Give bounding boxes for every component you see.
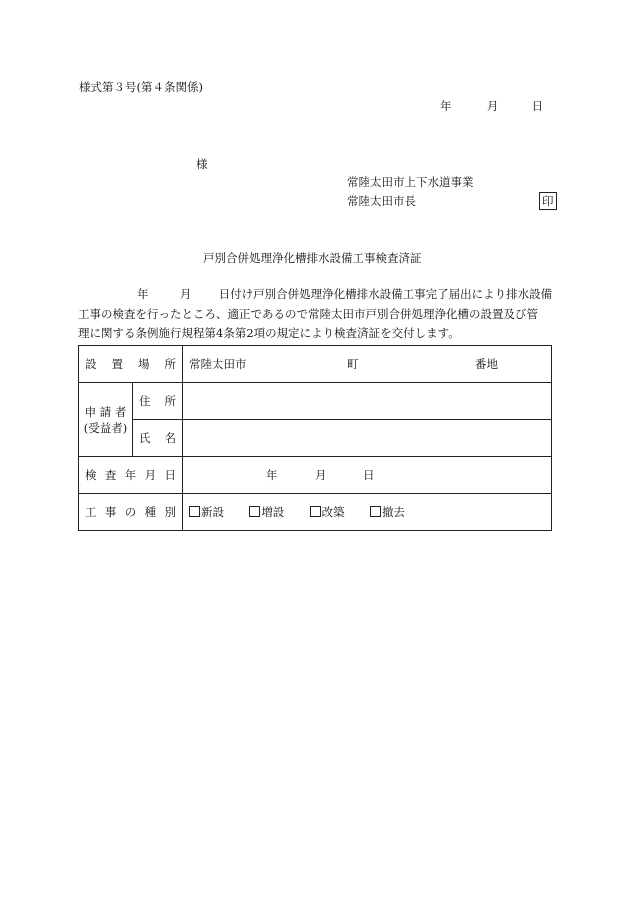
work-type-options [183, 494, 552, 531]
label-char: 所 [164, 394, 176, 408]
checkbox-new[interactable] [189, 506, 200, 517]
issuer-org: 常陸太田市上下水道事業 [347, 175, 474, 189]
date-day: 日 [531, 99, 544, 113]
row-applicant-name [79, 420, 552, 457]
applicant-label-line1: 申 請 者 [84, 404, 127, 419]
option-remove[interactable] [370, 505, 405, 519]
issuer-title: 常陸太田市長 [347, 194, 416, 208]
label-char: 別 [164, 505, 176, 519]
body-year: 年 [137, 287, 149, 301]
option-rebuild[interactable] [310, 505, 345, 519]
address-field[interactable] [183, 383, 552, 420]
checkbox-rebuild[interactable] [310, 506, 321, 517]
date-year: 年 [440, 99, 452, 113]
row-work-type [79, 494, 552, 531]
label-char: 年 [124, 468, 137, 482]
inspection-table [78, 345, 552, 531]
row-inspection-date [79, 457, 552, 494]
location-label [79, 346, 183, 383]
name-label [133, 420, 183, 457]
body-line-3: 理に関する条例施行規程第4条第2項の規定により検査済証を交付します。 [78, 326, 460, 340]
label-char: 置 [111, 357, 123, 371]
inspection-year: 年 [266, 468, 278, 482]
body-line-1 [137, 286, 552, 302]
body-line-2: 工事の検査を行ったところ、適正であるので常陸太田市戸別合併処理浄化槽の設置及び管 [78, 307, 538, 321]
option-expand[interactable] [249, 505, 284, 519]
option-rebuild-label: 改築 [321, 505, 345, 519]
option-new-label: 新設 [201, 505, 224, 519]
body-line-1-rest: 日付け戸別合併処理浄化槽排水設備工事完了届出により排水設備 [218, 287, 553, 301]
seal-mark: 印 [539, 192, 557, 210]
label-char: の [124, 505, 137, 519]
date-line [440, 98, 543, 114]
label-char: 名 [164, 431, 176, 445]
location-value[interactable] [183, 346, 552, 383]
inspection-date-field[interactable] [183, 457, 552, 494]
label-char: 査 [104, 468, 117, 482]
label-char: 所 [164, 357, 176, 371]
location-town: 町 [347, 357, 359, 371]
label-char: 工 [85, 505, 97, 519]
body-month: 月 [179, 287, 192, 301]
applicant-label-line2: (受益者) [83, 420, 128, 435]
form-number: 様式第３号(第４条関係) [79, 80, 203, 94]
label-char: 検 [85, 468, 97, 482]
checkbox-expand[interactable] [249, 506, 260, 517]
label-char: 場 [138, 357, 150, 371]
label-char: 氏 [139, 431, 151, 445]
row-applicant-address [79, 383, 552, 420]
recipient-suffix: 様 [196, 157, 208, 171]
applicant-label [79, 383, 133, 457]
inspection-month: 月 [315, 468, 327, 482]
label-char: 日 [164, 468, 176, 482]
name-field[interactable] [183, 420, 552, 457]
label-char: 月 [144, 468, 157, 482]
work-type-label [79, 494, 183, 531]
option-new[interactable] [189, 505, 224, 519]
location-lot: 番地 [475, 357, 498, 371]
inspection-day: 日 [363, 468, 375, 482]
label-char: 住 [139, 394, 151, 408]
address-label [133, 383, 183, 420]
document-title: 戸別合併処理浄化槽排水設備工事検査済証 [203, 251, 422, 265]
label-char: 設 [85, 357, 97, 371]
checkbox-remove[interactable] [370, 506, 381, 517]
location-city: 常陸太田市 [189, 357, 247, 371]
inspection-date-label [79, 457, 183, 494]
date-month: 月 [486, 99, 499, 113]
label-char: 種 [144, 505, 157, 519]
option-remove-label: 撤去 [381, 505, 405, 519]
option-expand-label: 増設 [261, 505, 285, 519]
row-location [79, 346, 552, 383]
label-char: 事 [104, 505, 117, 519]
